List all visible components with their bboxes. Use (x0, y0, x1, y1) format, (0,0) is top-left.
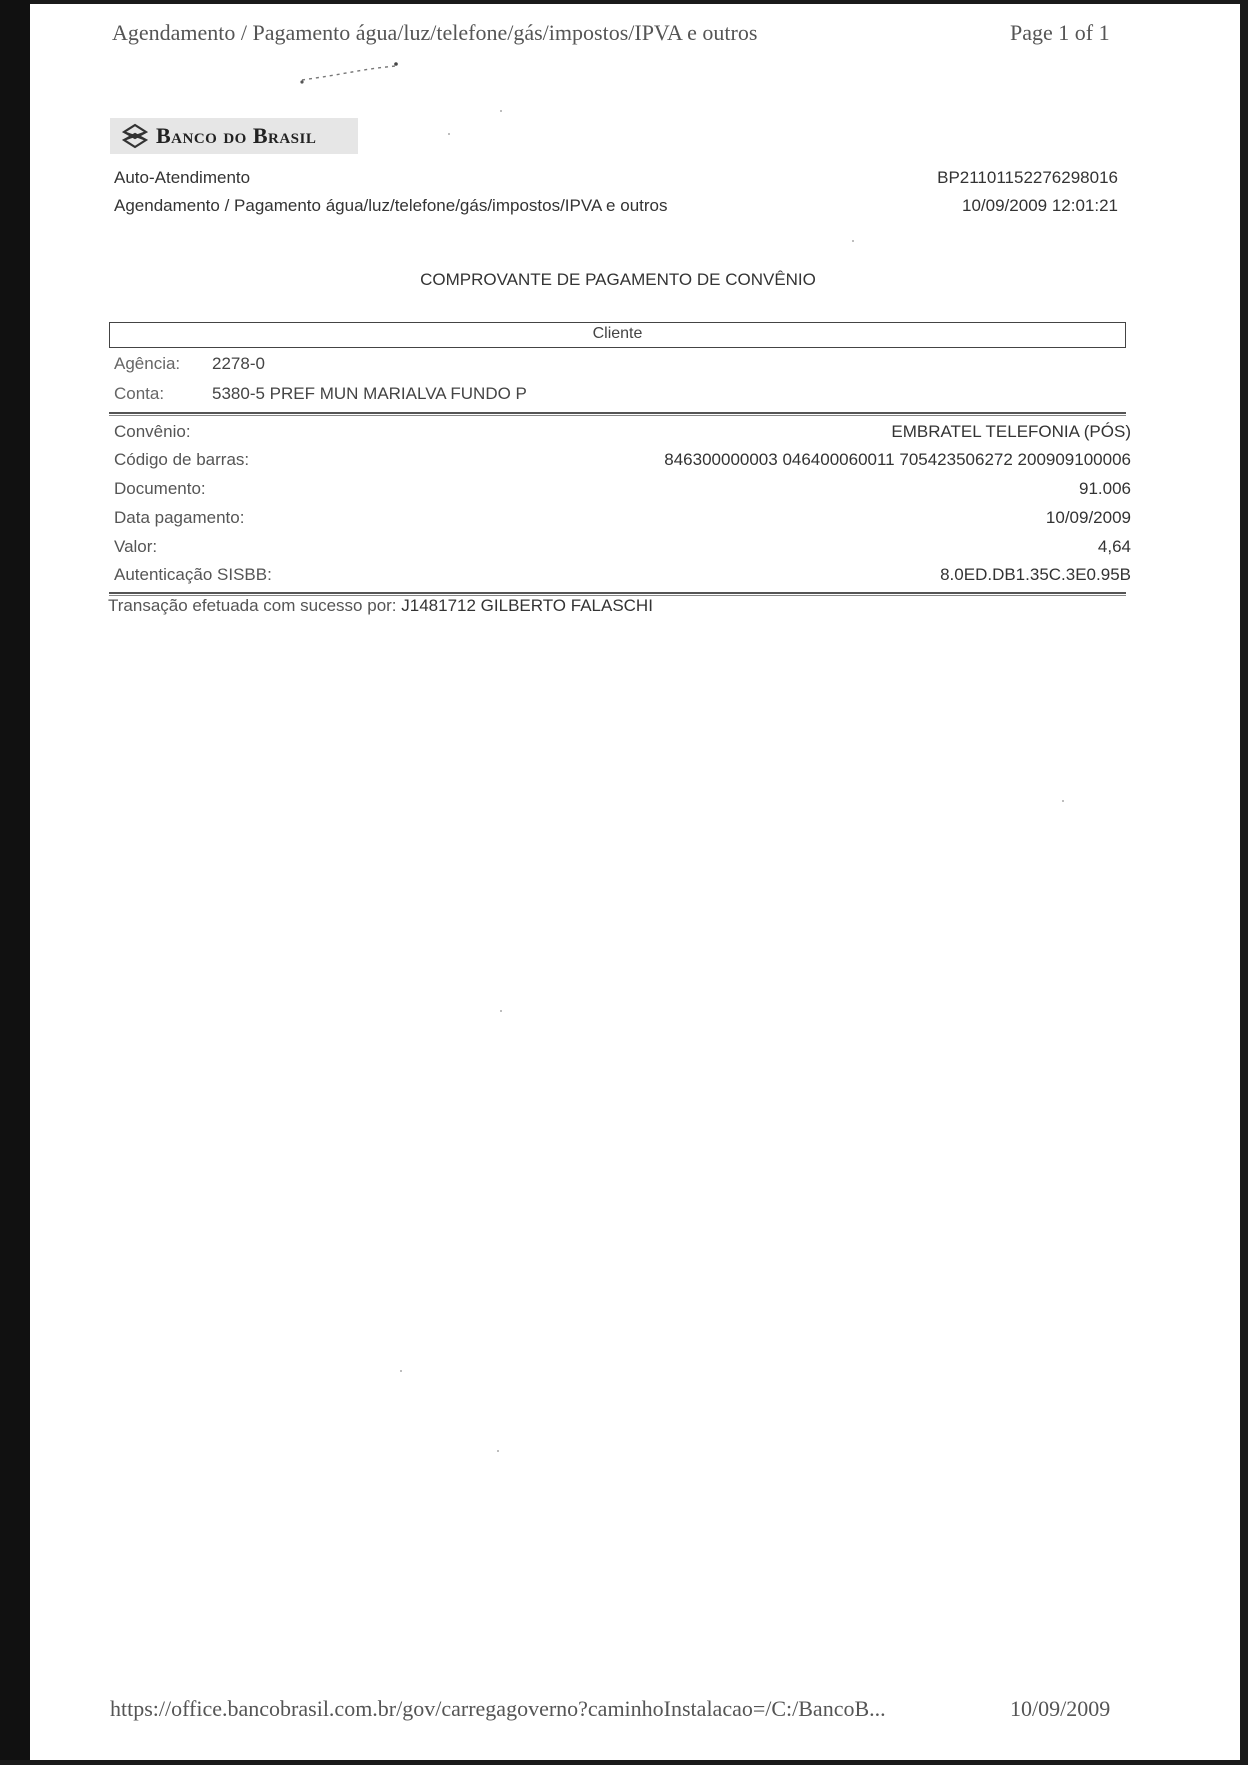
status-prefix: Transação efetuada com sucesso por: (108, 596, 397, 615)
conta-label: Conta: (114, 384, 165, 403)
agencia-row (114, 354, 265, 374)
scan-speck (400, 1370, 402, 1372)
detail-label: Autenticação SISBB: (114, 565, 272, 584)
agencia-label: Agência: (114, 354, 181, 373)
banco-do-brasil-logo-icon (122, 123, 148, 149)
bank-logo (110, 118, 358, 154)
status-user: J1481712 GILBERTO FALASCHI (401, 596, 653, 615)
transaction-status (108, 596, 653, 616)
scan-speck (497, 1450, 499, 1452)
detail-row-valor (114, 533, 1131, 561)
detail-row-codigo-barras (114, 446, 1131, 474)
conta-value: 5380-5 PREF MUN MARIALVA FUNDO P (212, 384, 527, 403)
section-label: Auto-Atendimento (114, 168, 251, 187)
transaction-datetime: 10/09/2009 12:01:21 (962, 196, 1118, 215)
logo-text: Banco do Brasil (156, 123, 317, 148)
detail-row-documento (114, 475, 1131, 503)
detail-label: Documento: (114, 479, 206, 498)
footer-divider (109, 592, 1126, 594)
detail-value: 846300000003 046400060011 705423506272 200909100006 (664, 450, 1131, 469)
scan-edge-bottom (0, 1760, 1248, 1765)
conta-row (114, 384, 527, 404)
stray-pen-marks (300, 58, 410, 88)
detail-label: Convênio: (114, 422, 191, 441)
print-header-title: Agendamento / Pagamento água/luz/telefone/gás/impostos/IPVA e outros (112, 20, 758, 45)
detail-value: EMBRATEL TELEFONIA (PÓS) (891, 422, 1131, 441)
scan-speck (852, 240, 854, 242)
detail-value: 8.0ED.DB1.35C.3E0.95B (940, 565, 1131, 584)
detail-label: Data pagamento: (114, 508, 245, 527)
agencia-value: 2278-0 (212, 354, 265, 373)
detail-label: Valor: (114, 537, 158, 556)
print-header-page: Page 1 of 1 (1010, 20, 1110, 45)
document-title: COMPROVANTE DE PAGAMENTO DE CONVÊNIO (420, 270, 816, 289)
scan-speck (448, 133, 450, 135)
detail-value: 4,64 (1097, 537, 1131, 556)
detail-value: 91.006 (1079, 479, 1131, 498)
scan-edge-top (0, 0, 1248, 4)
page-subtitle: Agendamento / Pagamento água/luz/telefone/gás/impostos/IPVA e outros (114, 196, 668, 215)
cliente-heading: Cliente (109, 322, 1126, 348)
scan-speck (500, 110, 502, 112)
detail-row-data-pagamento (114, 504, 1131, 532)
print-footer-url: https://office.bancobrasil.com.br/gov/carregagoverno?caminhoInstalacao=/C:/BancoB... (110, 1696, 886, 1721)
header-left (114, 164, 668, 220)
section-divider-thin (109, 415, 1126, 416)
detail-row-autenticacao (114, 561, 1131, 589)
detail-value: 10/09/2009 (1045, 508, 1131, 527)
scan-speck (500, 1010, 502, 1012)
scan-speck (1062, 800, 1064, 802)
print-footer-date: 10/09/2009 (1010, 1696, 1111, 1721)
detail-label: Código de barras: (114, 450, 250, 469)
scan-edge-right (1240, 0, 1248, 1765)
header-right (937, 164, 1118, 220)
transaction-code: BP21101152276298016 (937, 168, 1118, 187)
detail-row-convenio (114, 418, 1131, 446)
section-divider (109, 412, 1126, 414)
scan-edge-left (0, 0, 30, 1765)
